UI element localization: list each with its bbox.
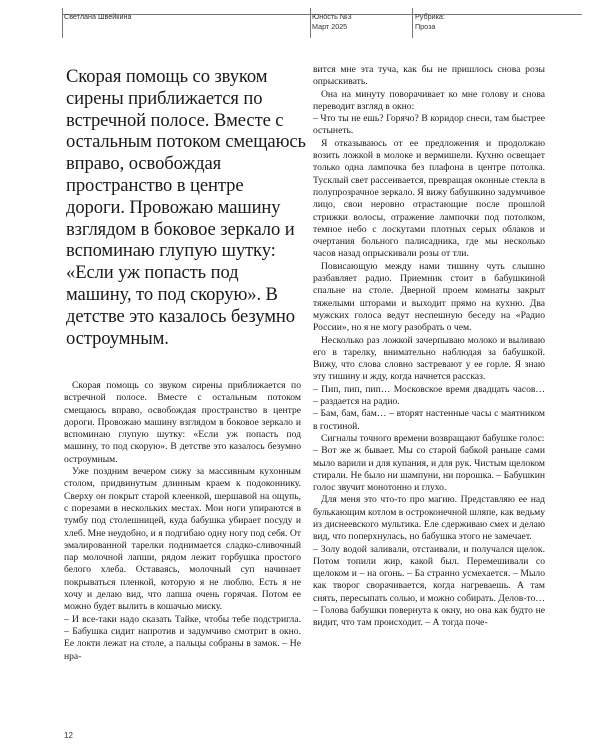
pull-quote: Скорая помощь со звуком сирены приближается по встречной полосе. Вместе с остальным потоком смещаюсь вправо, освобождая пространство в центре дороги. Провожаю машину взглядом в боковое зеркало и вспоминаю глупую шутку: «Если уж попасть под машину, то под скорую». В детстве это казалось безумно остроумным.	[66, 66, 306, 349]
paragraph: Несколько раз ложкой зачерпываю молоко и выливаю его в тарелку, внимательно наблюдая за бабушкой. Вижу, что слова словно застревают у ее горле. Я знаю эту тишину и жду, когда начнется рассказ.	[313, 334, 545, 383]
header-divider	[62, 8, 63, 38]
journal-issue: Юность №3	[312, 12, 352, 21]
paragraph: Повисающую между нами тишину чуть слышно разбавляет радио. Приемник стоит в бабушкиной спальне на столе. Дверной проем комнаты закрыт тяжелыми шторами и выходит прямо на кухню. Два мужских голоса ведут неспешную беседу на «Радио России», но я не могу разобрать о чем.	[313, 260, 545, 334]
paragraph: – Вот же ж бывает. Мы со старой бабкой раньше сами мыло варили и для купания, и для рук. Чистым щелоком стирали. Не было ни шампуни, ни порошка. – Бабушкин голос звучит монотонно и глухо.	[313, 445, 545, 494]
paragraph: – И все-таки надо сказать Тайке, чтобы тебе подстригла. – Бабушка сидит напротив и задумчиво смотрит в окно. Ее локти лежат на столе, а пальцы собраны в замок. – Не нра-	[64, 613, 301, 662]
page-number: 12	[64, 731, 73, 740]
paragraph: Сигналы точного времени возвращают бабушке голос:	[321, 432, 545, 444]
paragraph: – Бам, бам, бам… – вторят настенные часы с маятником в гостиной.	[313, 408, 545, 432]
paragraph: – Что ты не ешь? Горячо? В коридор снеси, там быстрее остынеть.	[313, 113, 545, 137]
paragraph: Скорая помощь со звуком сирены приближается по встречной полосе. Вместе с остальным потоком смещаюсь вправо, освобождая пространство в центре дороги. Провожаю машину взглядом в боковое зеркало и вспоминаю глупую шутку: «Если уж попасть под машину, то под скорую». В детстве это казалось безумно остроумным.	[64, 380, 301, 465]
right-text-column	[313, 64, 545, 630]
rubric-info	[415, 12, 505, 44]
paragraph: Она на минуту поворачивает ко мне голову и снова переводит взгляд в окно:	[313, 88, 545, 112]
header-divider	[412, 8, 413, 38]
journal-info	[312, 12, 402, 44]
paragraph: Уже поздним вечером сижу за массивным кухонным столом, придвинутым длинным краем к подоконнику. Сверху он покрыт старой клеенкой, шершавой на ощупь, с порезами в нескольких местах. Мои ноги упираются в тумбу под столешницей, куда бабушка убирает посуду и хлеб. Мне неудобно, и я подгибаю одну ногу под себя. От эмалированной тарелки поднимается сладко-сливочный пар молочной лапши, рядом лежит горбушка простого белого хлеба. Оставаясь, молочный суп начинает покрываться пленкой, которую я не люблю. Есть я не хочу и делаю вид, что лапша очень горячая. Потом ее можно будет вылить в кошачью миску.	[64, 466, 301, 613]
rubric-value: Проза	[415, 22, 436, 31]
paragraph: – Золу водой заливали, отстаивали, и получался щелок. Потом топили жир, какой был. Перемешивали со щелоком и – на огонь. – Ба странно усмехается. – Мыло как творог сворачивается, когда нагреваешь. А там снять, пересыпать солью, и можно собирать. Делов-то… – Голова бабушки повернута к окну, но она как будто не видит, что там происходит. – А тогда поче-	[313, 543, 545, 629]
left-text-column	[64, 380, 301, 663]
header-divider	[310, 8, 311, 38]
journal-date: Март 2025	[312, 22, 348, 31]
rubric-label: Рубрика:	[415, 12, 445, 21]
paragraph: Я отказываюсь от ее предложения и продолжаю возить ложкой в молоке и вермишели. Кухню освещает только одна лампочка без плафона в центре потолка. Тусклый свет рассеивается, превращая оконные стекла в полупрозрачное зеркало. Я вижу бабушкино задумчивое лицо, свои неровно отрастающие после прошлой стрижки волосы, отражение лампочки под потолком, темное небо с лоскутами плотных серых облаков и очертания больного палисадника, где мы несколько часов назад опрыскивали розы от тли.	[313, 137, 545, 260]
author-name: Светлана Швейкина	[64, 12, 132, 21]
paragraph: Для меня это что-то про магию. Представляю ее над булькающим котлом в остроконечной шляпе, как ведьму из диснеевского мультика. Еле сдерживаю смех и делаю вид, что поперхнулась, но бабушка этого не замечает.	[313, 494, 545, 543]
paragraph: – Пип, пип, пип… Московское время двадцать часов… – раздается на радио.	[313, 383, 545, 408]
paragraph: вится мне эта туча, как бы не пришлось снова розы опрыскивать.	[313, 64, 545, 88]
